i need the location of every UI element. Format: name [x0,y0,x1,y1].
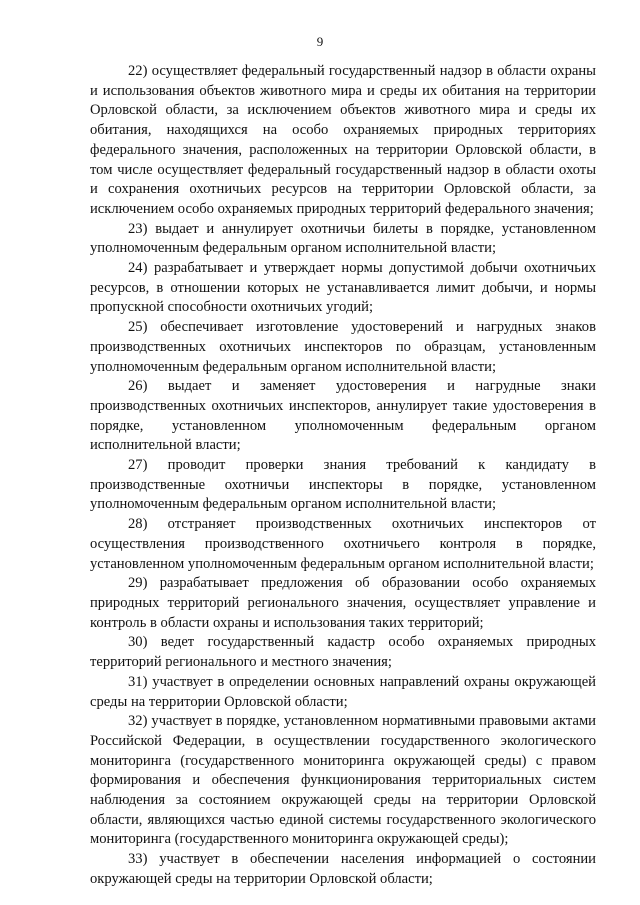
paragraph-22: 22) осуществляет федеральный государственный надзор в области охраны и использования объектов животного мира и среды их обитания на территории Орловской области, за исключением объектов животного мира и среды их обитания, находящихся на особо охраняемых природных территориях федерального значения, расположенных на территории Орловской области, в том числе осуществляет федеральный государственный надзор в области охоты и сохранения охотничьих ресурсов на территории Орловской области, за исключением особо охраняемых природных территорий федерального значения; [90,63,596,217]
paragraph-30: 30) ведет государственный кадастр особо охраняемых природных территорий регионального и местного значения; [90,634,596,671]
paragraph-26: 26) выдает и заменяет удостоверения и нагрудные знаки производственных охотничьих инспекторов, аннулирует такие удостоверения в порядке, установленном уполномоченным федеральным органом исполнительной власти; [90,378,596,454]
paragraph-25: 25) обеспечивает изготовление удостоверений и нагрудных знаков производственных охотничьих инспекторов по образцам, установленным уполномоченным федеральным органом исполнительной власти; [90,319,596,375]
paragraph-23: 23) выдает и аннулирует охотничьи билеты в порядке, установленном уполномоченным федеральным органом исполнительной власти; [90,220,596,257]
paragraph-32: 32) участвует в порядке, установленном нормативными правовыми актами Российской Федерации, в осуществлении государственного экологического мониторинга (государственного мониторинга окружающей среды) с правом формирования и обеспечения функционирования территориальных систем наблюдения за состоянием окружающей среды на территории Орловской области, являющихся частью единой системы государственного экологического мониторинга (государственного мониторинга окружающей среды); [90,713,596,848]
paragraph-24: 24) разрабатывает и утверждает нормы допустимой добычи охотничьих ресурсов, в отношении которых не устанавливается лимит добычи, и нормы пропускной способности охотничьих угодий; [90,260,596,316]
paragraph-29: 29) разрабатывает предложения об образовании особо охраняемых природных территорий регионального значения, осуществляет управление и контроль в области охраны и использования таких территорий; [90,575,596,631]
paragraph-31: 31) участвует в определении основных направлений охраны окружающей среды на территории Орловской области; [90,673,596,710]
page-number: 9 [316,34,324,49]
paragraph-28: 28) отстраняет производственных охотничьих инспекторов от осуществления производственного охотничьего контроля в порядке, установленном уполномоченным федеральным органом исполнительной власти; [90,516,596,572]
paragraph-33: 33) участвует в обеспечении населения информацией о состоянии окружающей среды на территории Орловской области; [90,851,596,887]
paragraph-27: 27) проводит проверки знания требований к кандидату в производственные охотничьи инспекторы в порядке, установленном уполномоченным федеральным органом исполнительной власти; [90,457,596,513]
document-body [90,62,596,890]
